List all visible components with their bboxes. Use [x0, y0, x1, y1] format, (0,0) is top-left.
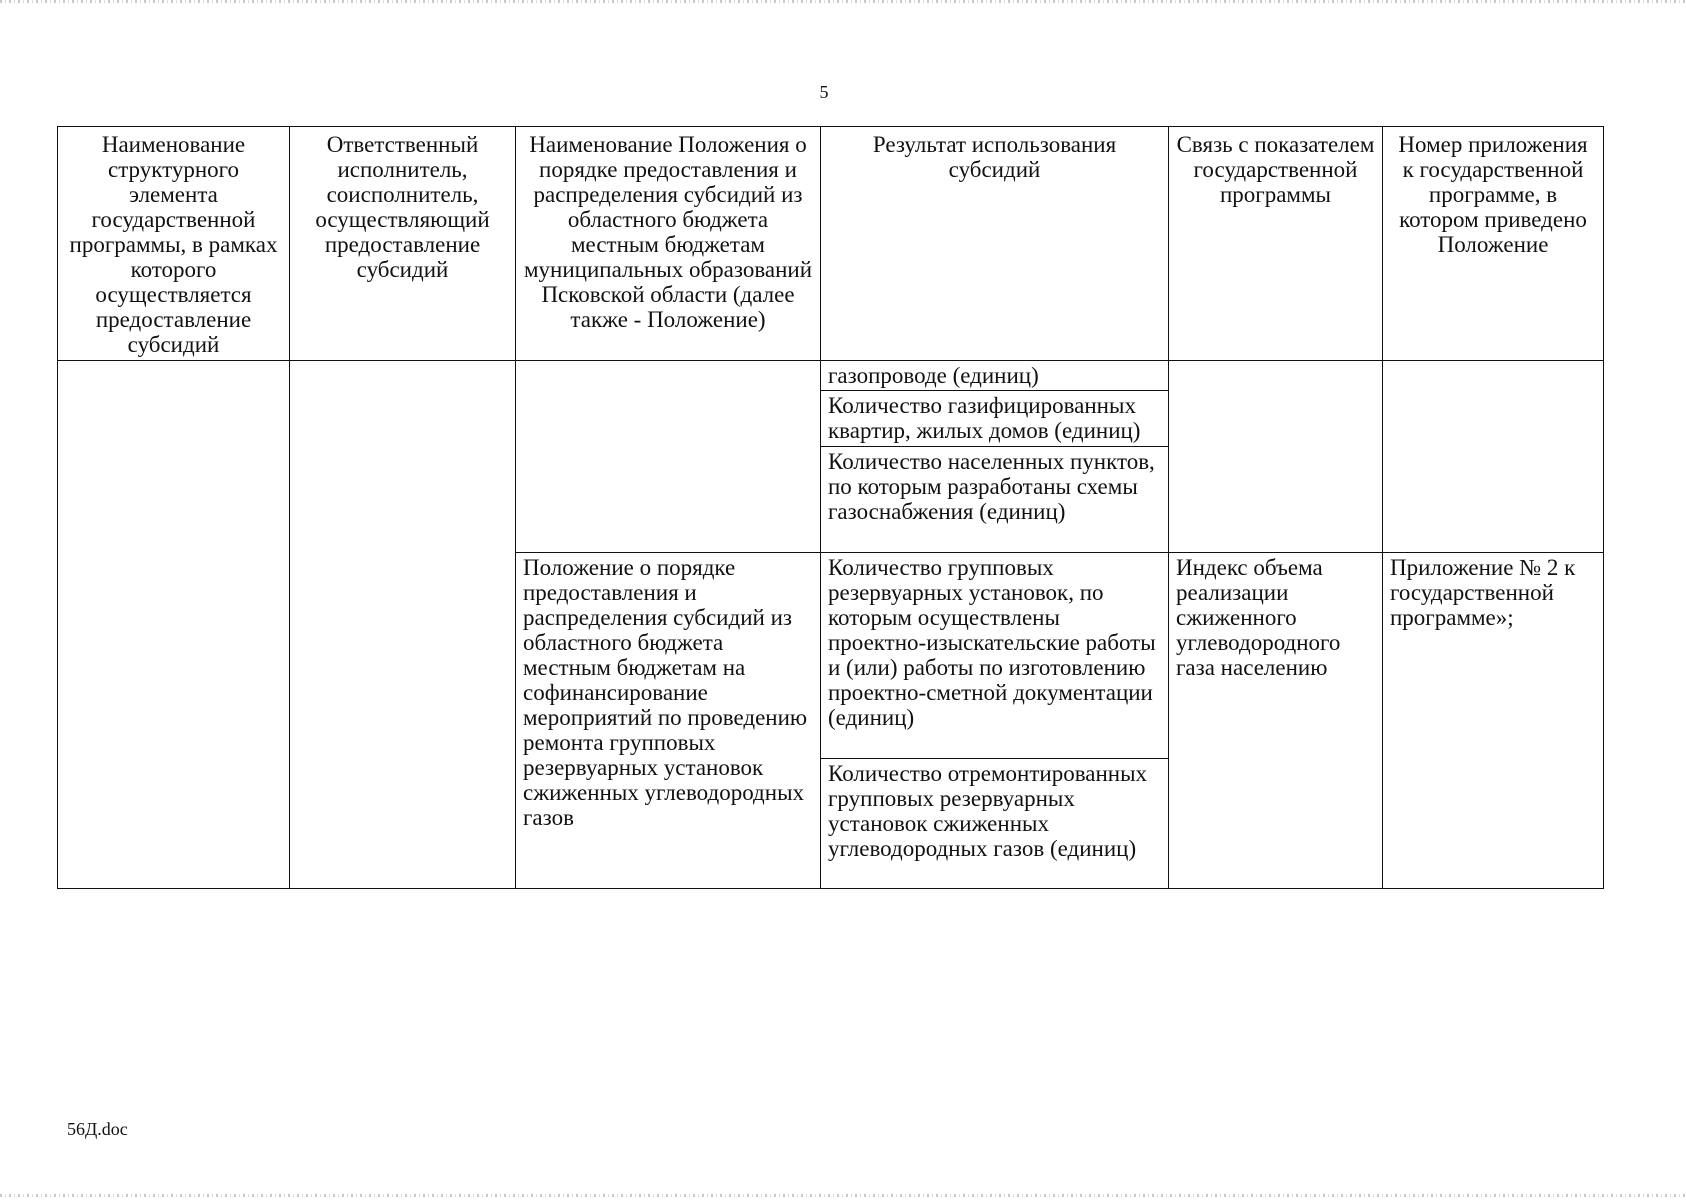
result-cell: газопроводе (единиц): [821, 361, 1169, 391]
header-structural-element: Наименование структурного элемента государственной программы, в рамках которого осуществляется предоставление субсидий: [58, 127, 290, 361]
page-number: 5: [819, 82, 829, 102]
header-responsible-executor: Ответственный исполнитель, соисполнитель, осуществляющий предоставление субсидий: [290, 127, 516, 361]
result-cell: Количество населенных пунктов, по которым разработаны схемы газоснабжения (единиц): [821, 447, 1169, 553]
regulation-cell-empty: [516, 361, 821, 553]
indicator-cell: Индекс объема реализации сжиженного углеводородного газа населению: [1169, 553, 1383, 889]
result-cell: Количество газифицированных квартир, жилых домов (единиц): [821, 391, 1169, 447]
result-cell: Количество отремонтированных групповых резервуарных установок сжиженных углеводородных газов (единиц): [821, 759, 1169, 889]
structural-element-cell: [58, 361, 290, 889]
header-regulation-name: Наименование Положения о порядке предоставления и распределения субсидий из областного бюджета местным бюджетам муниципальных образований Псковской области (далее также - Положение): [516, 127, 821, 361]
header-subsidy-result: Результат использования субсидий: [821, 127, 1169, 361]
table-row: [58, 361, 1604, 391]
regulation-cell: Положение о порядке предоставления и распределения субсидий из областного бюджета местным бюджетам на софинансирование мероприятий по проведению ремонта групповых резервуарных установок сжиженных углеводородных газов: [516, 553, 821, 889]
result-cell: Количество групповых резервуарных установок, по которым осуществлены проектно-изыскательские работы и (или) работы по изготовлению проектно-сметной документации (единиц): [821, 553, 1169, 759]
header-appendix-number: Номер приложения к государственной программе, в котором приведено Положение: [1383, 127, 1604, 361]
responsible-executor-cell: [290, 361, 516, 889]
footer-filename: 56Д.doc: [67, 1119, 128, 1139]
indicator-cell-empty: [1169, 361, 1383, 553]
appendix-cell: Приложение № 2 к государственной программе»;: [1383, 553, 1604, 889]
scan-edge-bottom: [0, 1194, 1686, 1197]
table-header-row: [58, 127, 1604, 361]
header-program-indicator: Связь с показателем государственной программы: [1169, 127, 1383, 361]
appendix-cell-empty: [1383, 361, 1604, 553]
scan-edge-top: [0, 0, 1686, 3]
subsidies-table: [57, 126, 1604, 889]
